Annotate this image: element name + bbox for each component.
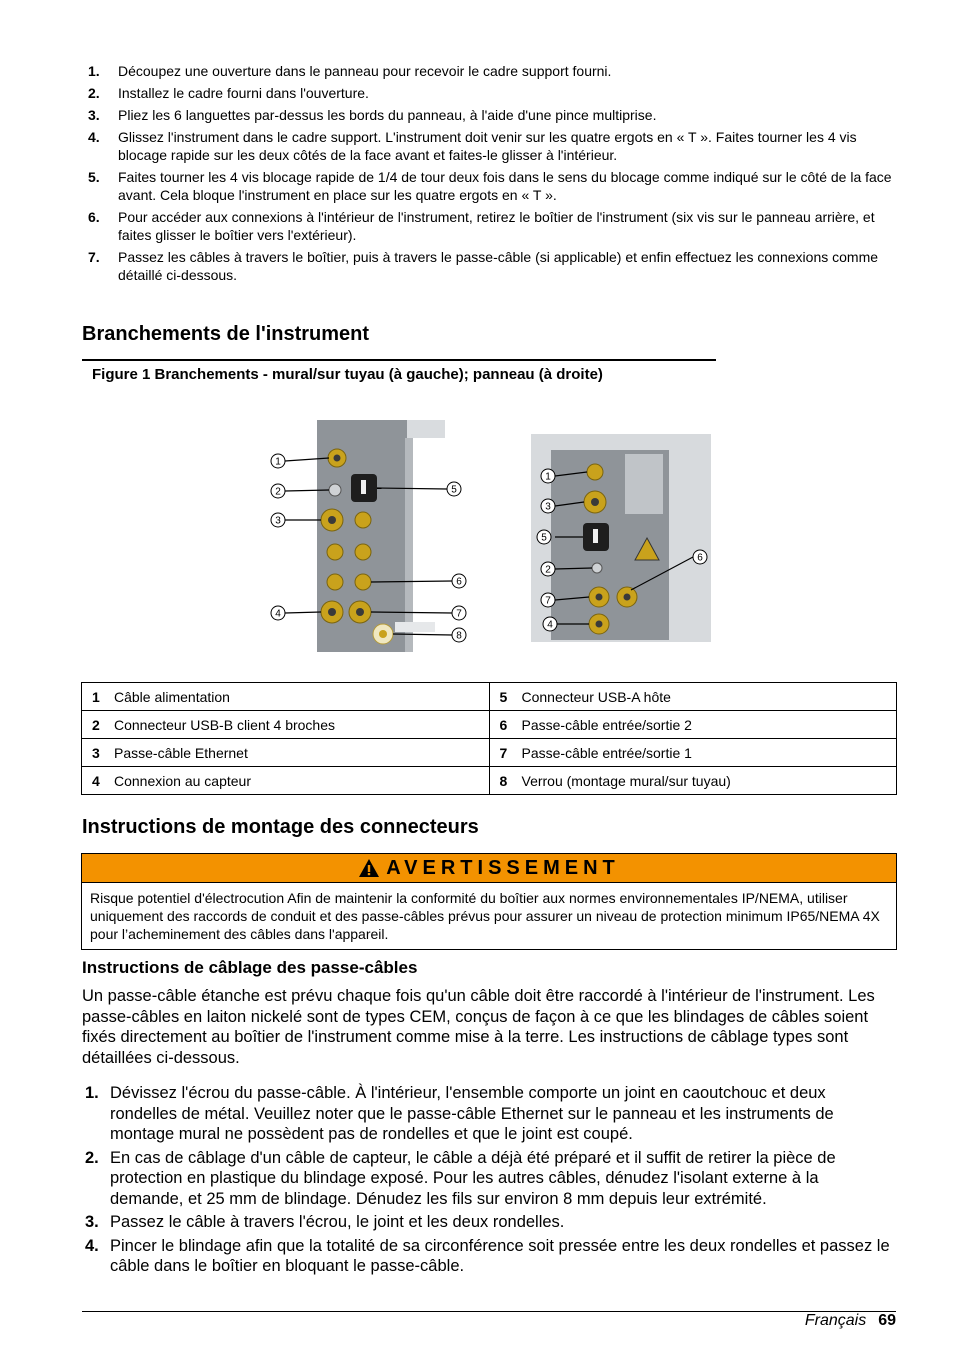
- legend-cell: 1 Câble alimentation: [82, 683, 490, 711]
- table-row: [82, 739, 897, 767]
- page-footer: [805, 1312, 896, 1330]
- legend-cell: 6 Passe-câble entrée/sortie 2: [489, 711, 897, 739]
- list-item: 2. En cas de câblage d'un câble de capteur, le câble a déjà été préparé et il suffit de retirer la pièce de protection en plastique du blindage exposé. Pour les autres câbles, dénudez l'isolant externe à la demande, et 25 mm de blindage. Dénudez les fils sur environ 8 mm depuis leur extrémité.: [85, 1148, 836, 1208]
- callout-right-4: 4: [547, 619, 553, 631]
- legend-cell: 5 Connecteur USB-A hôte: [489, 683, 897, 711]
- list-item: 7. Passez les câbles à travers le boîtier, puis à travers le passe-câble (si applicable) et enfin effectuez les connexions comme détaillé ci-dessous.: [88, 249, 879, 283]
- callout-right-7: 7: [545, 595, 551, 607]
- table-row: [82, 711, 897, 739]
- callout-left-3: 3: [275, 515, 281, 527]
- warning-box: [81, 853, 897, 950]
- callout-right-1: 1: [545, 471, 551, 483]
- mounting-steps-list: [82, 62, 894, 288]
- footer-rule: [82, 1311, 896, 1312]
- list-item: 6. Pour accéder aux connexions à l'intérieur de l'instrument, retirez le boîtier de l'instrument (six vis sur le panneau arrière, et faites glisser le boîtier vers l'extérieur).: [88, 209, 875, 243]
- connections-figure: [255, 410, 725, 660]
- callout-left-5: 5: [451, 484, 457, 496]
- panel-mount-instrument: [531, 434, 711, 642]
- list-item: 4. Pincer le blindage afin que la totalité de sa circonférence soit pressée entre les deux rondelles et passez le câble dans le boîtier en bloquant le passe-câble.: [85, 1236, 890, 1275]
- warning-header: [82, 854, 896, 883]
- connections-diagram: [255, 410, 725, 660]
- callout-left-1: 1: [275, 456, 281, 468]
- warning-icon: [358, 858, 380, 878]
- table-row: [82, 683, 897, 711]
- callout-left-2: 2: [275, 486, 281, 498]
- callout-right-5: 5: [541, 532, 547, 544]
- callout-left-4: 4: [275, 608, 281, 620]
- callout-left-7: 7: [456, 608, 462, 620]
- figure-legend-table: [81, 682, 897, 795]
- list-item: 2. Installez le cadre fourni dans l'ouverture.: [88, 85, 369, 101]
- wall-mount-panel: [271, 420, 466, 652]
- footer-language: Français: [804, 1312, 867, 1329]
- subsection-heading: Instructions de câblage des passe-câbles: [82, 958, 418, 977]
- callout-left-6: 6: [456, 576, 462, 588]
- list-item: 1. Découpez une ouverture dans le panneau pour recevoir le cadre support fourni.: [88, 63, 612, 79]
- wiring-steps-list: [82, 1083, 896, 1280]
- callout-right-2: 2: [545, 564, 551, 576]
- list-item: 3. Passez le câble à travers l'écrou, le joint et les deux rondelles.: [85, 1213, 565, 1231]
- legend-cell: 3 Passe-câble Ethernet: [82, 739, 490, 767]
- callout-right-3: 3: [545, 501, 551, 513]
- legend-cell: 8 Verrou (montage mural/sur tuyau): [489, 767, 897, 795]
- figure-caption: Figure 1 Branchements - mural/sur tuyau (à gauche); panneau (à droite): [92, 366, 603, 383]
- list-item: 1. Dévissez l'écrou du passe-câble. À l'intérieur, l'ensemble comporte un joint en caoutchouc et deux rondelles de métal. Veuillez noter que le passe-câble Ethernet sur le panneau et les instruments de montage mural ne possèdent pas de rondelles et que le joint est coupé.: [85, 1084, 834, 1143]
- intro-paragraph: Un passe-câble étanche est prévu chaque fois qu'un câble doit être raccordé à l'intérieur de l'instrument. Les passe-câbles en laiton nickelé sont de types CEM, conçus de façon à ce que les blindages de câbles soient fixés directement au boîtier de l'instrument comme mise à la terre. Les instructions de câblage types sont détaillées ci-dessous.: [82, 987, 875, 1067]
- callout-left-8: 8: [456, 630, 462, 642]
- legend-cell: 7 Passe-câble entrée/sortie 1: [489, 739, 897, 767]
- section-heading-branchements: Branchements de l'instrument: [82, 323, 370, 345]
- list-item: 4. Glissez l'instrument dans le cadre support. L'instrument doit venir sur les quatre ergots en « T ». Faites tourner les 4 vis blocage rapide sur les deux côtés de la face avant et faites-le glisser à l'intérieur.: [88, 129, 857, 163]
- figure-rule: [82, 359, 716, 361]
- list-item: 5. Faites tourner les 4 vis blocage rapide de 1/4 de tour deux fois dans le sens du blocage comme indiqué sur le côté de la face avant. Cela bloque l'instrument en place sur les quatre ergots en « T ».: [88, 169, 892, 203]
- legend-cell: 4 Connexion au capteur: [82, 767, 490, 795]
- callout-right-6: 6: [697, 552, 703, 564]
- warning-text: Risque potentiel d'électrocution Afin de maintenir la conformité du boîtier aux normes environnementales IP/NEMA, utiliser uniquement des raccords de conduit et des passe-câbles prévus pour assurer un niveau de protection minimum IP65/NEMA 4X pour l’acheminement des câbles dans l'appareil.: [90, 890, 880, 942]
- warning-title: AVERTISSEMENT: [386, 856, 620, 879]
- section-heading-montage: Instructions de montage des connecteurs: [82, 816, 479, 838]
- legend-cell: 2 Connecteur USB-B client 4 broches: [82, 711, 490, 739]
- page-number: 69: [878, 1312, 896, 1329]
- list-item: 3. Pliez les 6 languettes par-dessus les bords du panneau, à l'aide d'une pince multiprise.: [88, 107, 657, 123]
- table-row: [82, 767, 897, 795]
